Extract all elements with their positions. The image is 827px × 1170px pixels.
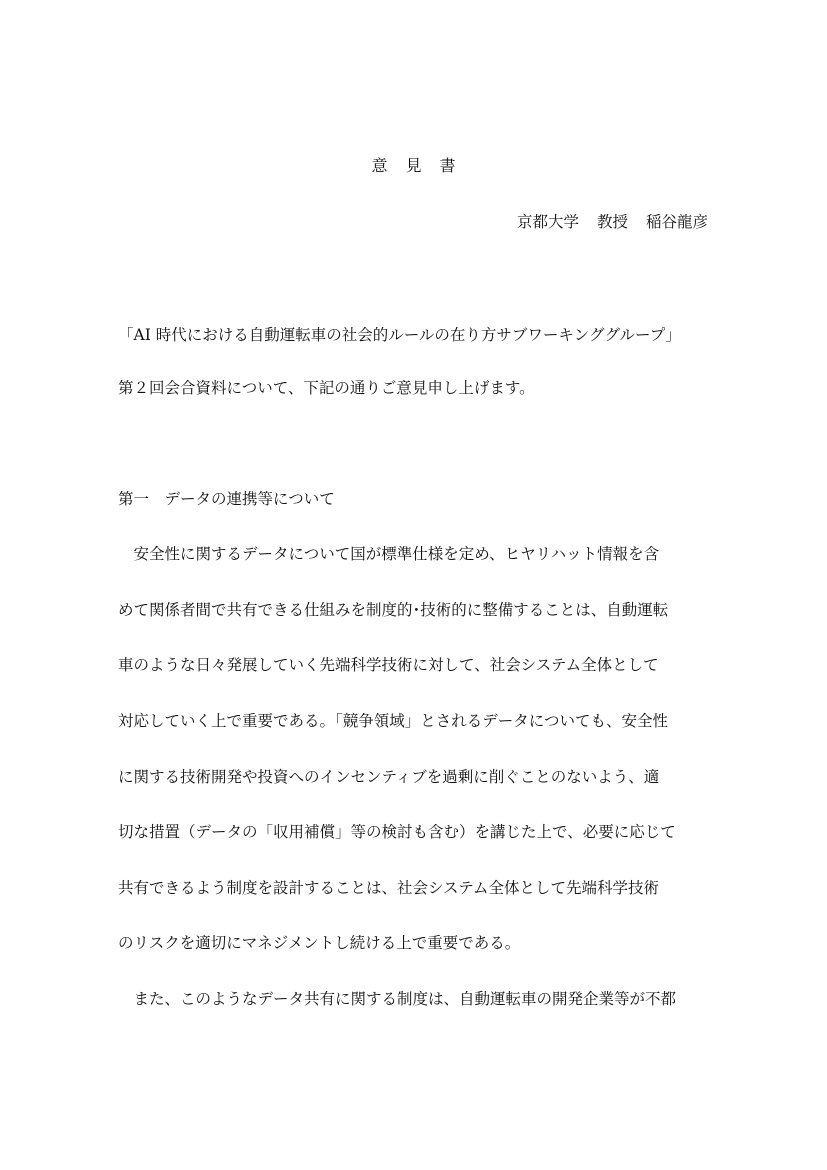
paragraph-line: 切な措置（データの「収用補償」等の検討も含む）を講じた上で、必要に応じて (118, 823, 676, 841)
paragraph-line: 車のような日々発展していく先端科学技術に対して、社会システム全体として (118, 656, 659, 674)
title-char: 見 (405, 156, 422, 175)
author-line (517, 212, 708, 232)
paragraph-line: 共有できるよう制度を設計することは、社会システム全体として先端科学技術 (118, 879, 659, 897)
intro-line: 第２回会合資料について、下記の通りご意見申し上げます。 (118, 379, 535, 397)
author-position: 教授 (596, 213, 628, 231)
paragraph-line: 安全性に関するデータについて国が標準仕様を定め、ヒヤリハット情報を含 (133, 545, 660, 563)
document-title (0, 156, 827, 176)
author-affiliation: 京都大学 (516, 213, 579, 231)
paragraph-line: また、このようなデータ共有に関する制度は、自動運転車の開発企業等が不都 (133, 990, 677, 1008)
paragraph-line: のリスクを適切にマネジメントし続ける上で重要である。 (118, 934, 521, 952)
title-char: 書 (439, 156, 456, 175)
paragraph-line: 対応していく上で重要である。「競争領域」とされるデータについても、安全性 (118, 712, 668, 730)
author-name: 稲谷龍彦 (645, 213, 708, 231)
paragraph-line: に関する技術開発や投資へのインセンティブを過剰に削ぐことのないよう、適 (118, 768, 660, 786)
intro-line: 「AI 時代における自動運転車の社会的ルールの在り方サブワーキンググループ」 (118, 326, 681, 344)
paragraph-line: めて関係者間で共有できる仕組みを制度的･技術的に整備することは、自動運転 (118, 601, 669, 619)
title-char: 意 (371, 156, 388, 175)
section-heading: 第一 データの連携等について (118, 490, 335, 508)
